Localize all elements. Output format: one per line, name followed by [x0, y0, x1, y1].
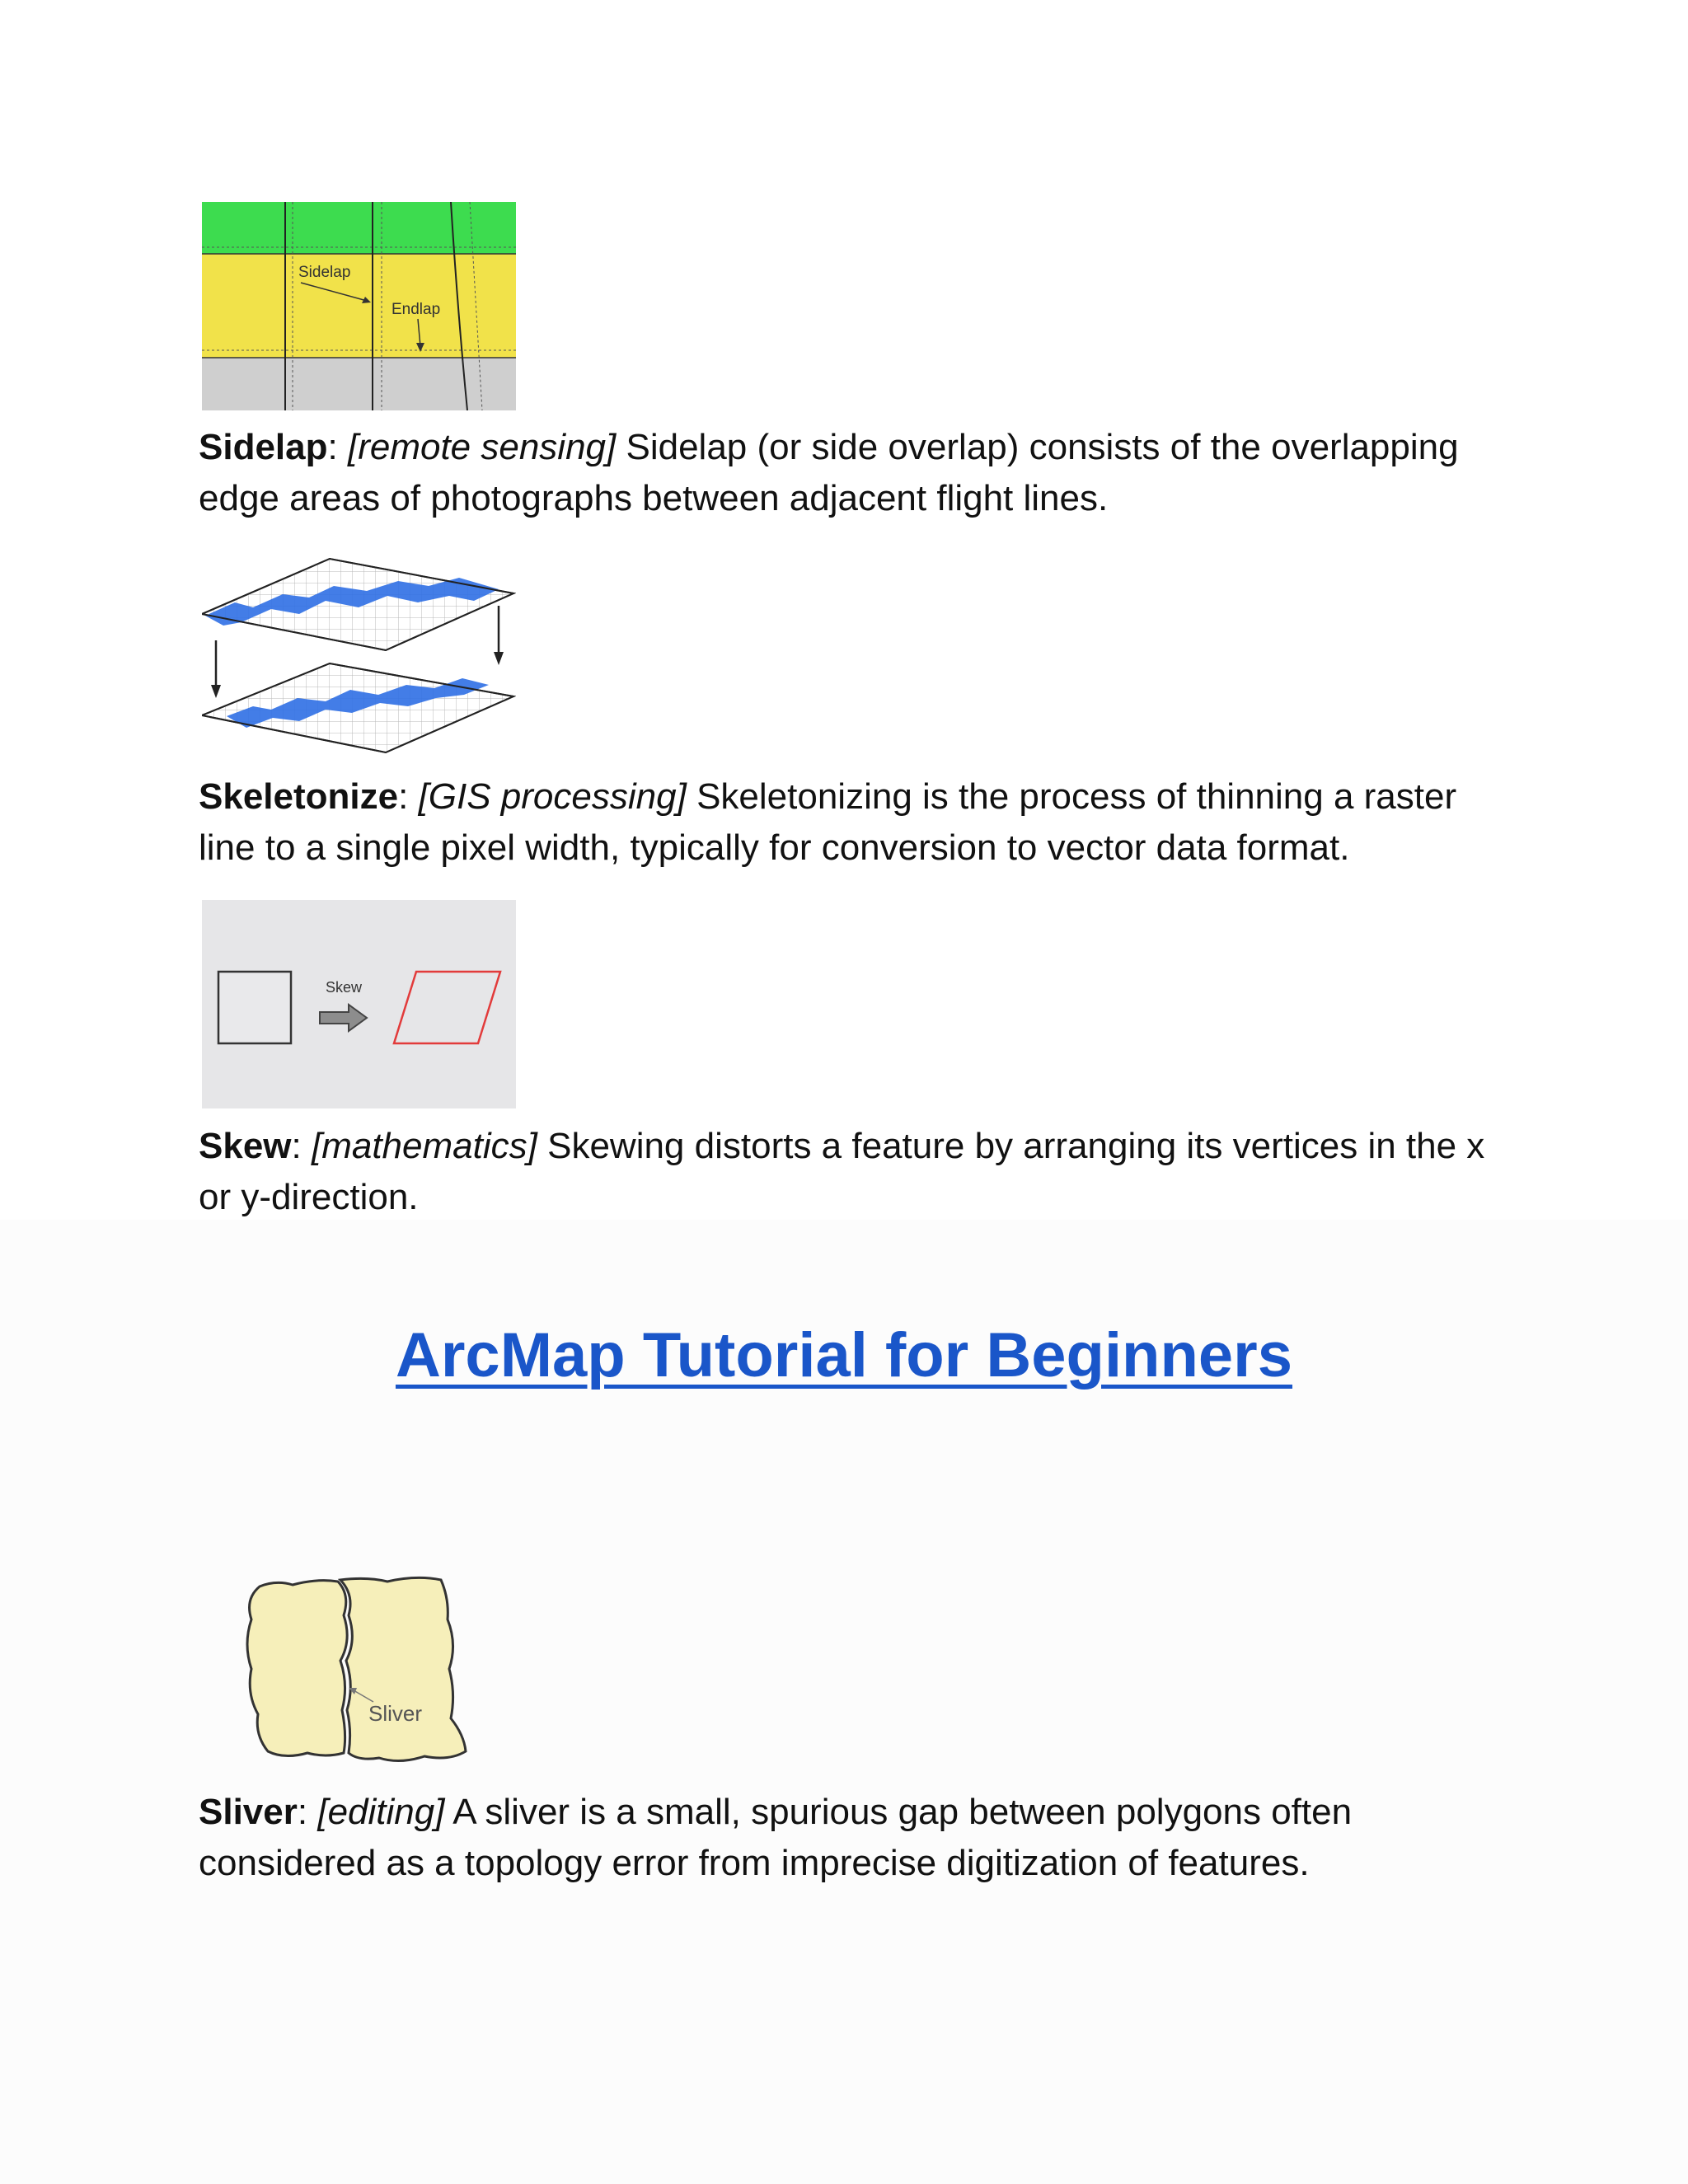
category-sliver: [editing] — [317, 1792, 445, 1832]
term-skeletonize: Skeletonize — [199, 776, 399, 817]
sidelap-label: Sidelap — [298, 264, 351, 281]
skew-label: Skew — [326, 979, 363, 996]
category-sidelap: [remote sensing] — [347, 427, 617, 467]
separator: : — [327, 427, 338, 467]
sidelap-entry — [199, 422, 1509, 524]
skew-figure — [202, 900, 516, 1108]
category-skew: [mathematics] — [311, 1126, 537, 1166]
sliver-figure — [202, 1570, 516, 1779]
endlap-label: Endlap — [392, 301, 441, 318]
definition-skew: Skewing distorts a feature by arranging its vertices in the x or y-direction. — [199, 1126, 1485, 1217]
separator: : — [297, 1792, 308, 1832]
definition-skeletonize: Skeletonizing is the process of thinning a raster line to a single pixel width, typically for conversion to vector data format. — [199, 776, 1457, 868]
separator: : — [398, 776, 409, 817]
sliver-label: Sliver — [368, 1701, 423, 1726]
term-sidelap: Sidelap — [199, 427, 328, 467]
arcmap-tutorial-heading — [0, 1319, 1688, 1393]
sidelap-figure — [202, 202, 516, 410]
skeletonize-entry — [199, 771, 1509, 874]
term-sliver: Sliver — [199, 1792, 298, 1832]
term-skew: Skew — [199, 1126, 292, 1166]
skeletonize-figure — [202, 548, 516, 757]
skew-entry — [199, 1121, 1509, 1223]
sliver-entry — [199, 1787, 1509, 1889]
separator: : — [291, 1126, 302, 1166]
category-skeletonize: [GIS processing] — [418, 776, 687, 817]
definition-sliver: A sliver is a small, spurious gap between polygons often considered as a topology error from imprecise digitization of features. — [199, 1792, 1353, 1883]
definition-sidelap: Sidelap (or side overlap) consists of the overlapping edge areas of photographs between adjacent flight lines. — [199, 427, 1459, 518]
arcmap-tutorial-link[interactable]: ArcMap Tutorial for Beginners — [395, 1320, 1293, 1390]
